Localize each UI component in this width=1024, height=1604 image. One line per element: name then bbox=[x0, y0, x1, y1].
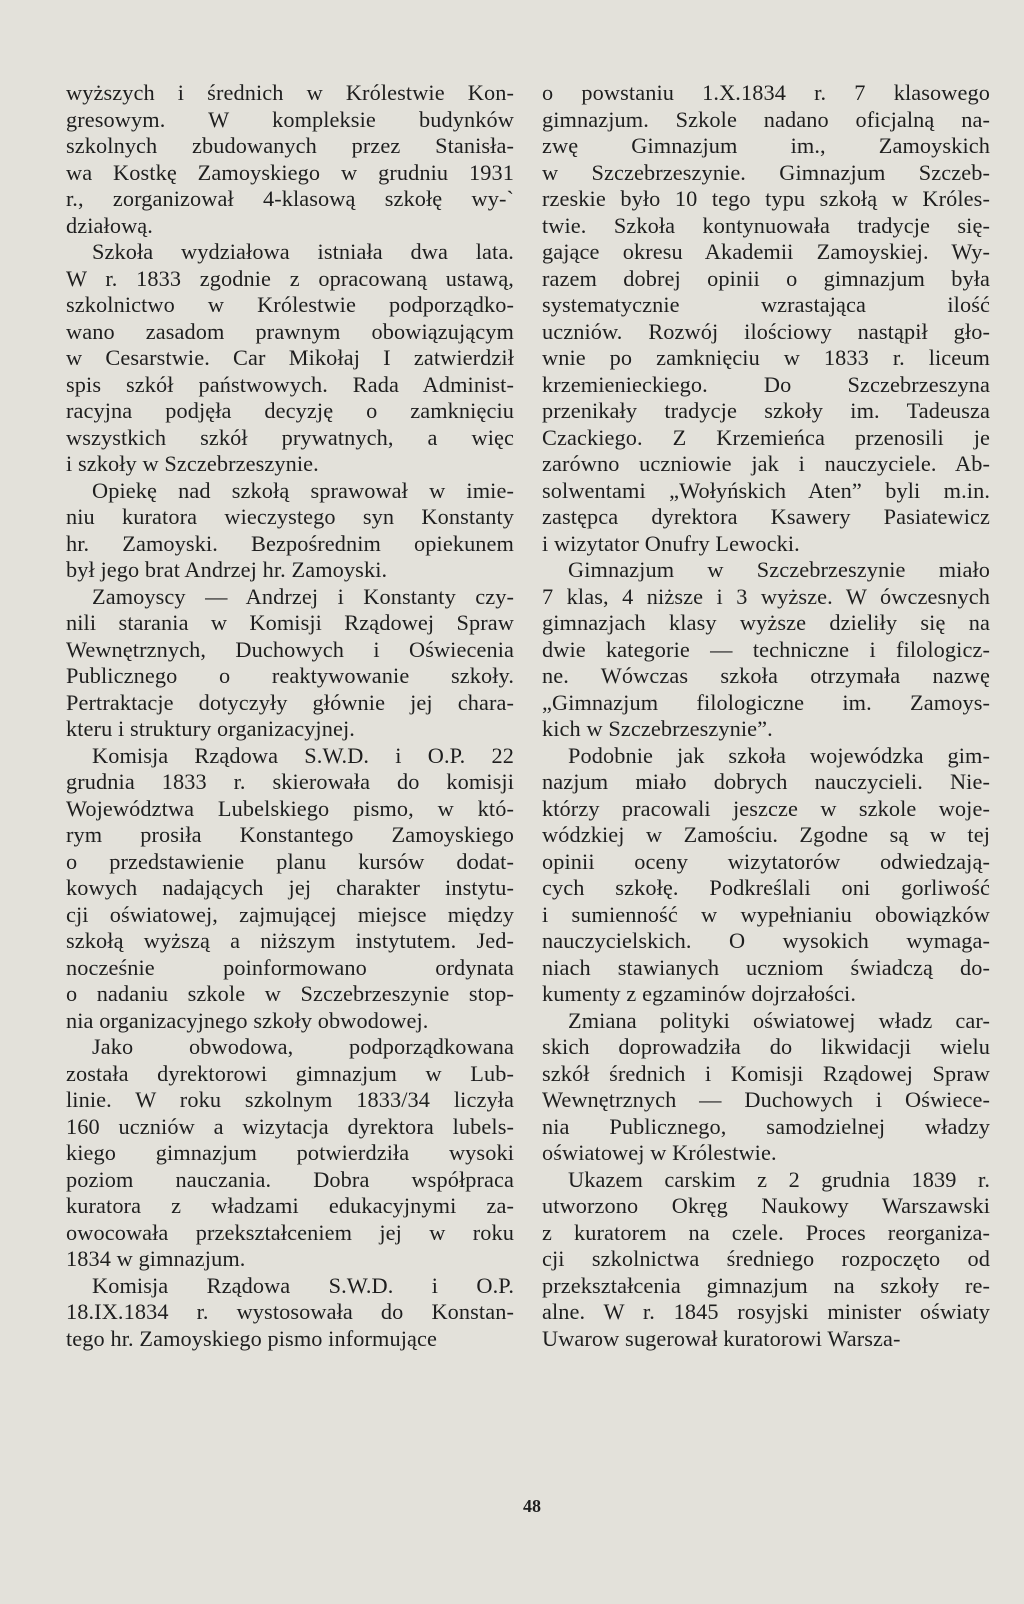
text-line: spis szkół państwowych. Rada Administ- bbox=[66, 371, 514, 397]
text-line: wszystkich szkół prywatnych, a więc bbox=[66, 424, 514, 450]
text-line: Podobnie jak szkoła wojewódzka gim- bbox=[568, 742, 990, 768]
text-line: cji oświatowej, zajmującej miejsce między bbox=[66, 901, 514, 927]
text-line: szkół średnich i Komisji Rządowej Spraw bbox=[542, 1060, 990, 1086]
text-line: nia Publicznego, samodzielnej władzy bbox=[542, 1113, 990, 1139]
text-line: gresowym. W kompleksie budynków bbox=[66, 106, 514, 132]
text-line: Zmiana polityki oświatowej władz car- bbox=[568, 1007, 990, 1033]
text-line: nauczycielskich. O wysokich wymaga- bbox=[542, 928, 990, 953]
text-line: kuratora z władzami edukacyjnymi za- bbox=[66, 1193, 514, 1218]
text-line: skich doprowadziła do likwidacji wielu bbox=[542, 1034, 990, 1059]
text-line: niach stawianych uczniom świadczą do- bbox=[542, 954, 990, 980]
text-line: i szkoły w Szczebrzeszynie. bbox=[66, 451, 319, 476]
text-line: w Cesarstwie. Car Mikołaj I zatwierdził bbox=[66, 345, 514, 370]
text-line: 7 klas, 4 niższe i 3 wyższe. W ówczesnych bbox=[542, 583, 990, 609]
text-line: o powstaniu 1.X.1834 r. 7 klasowego bbox=[542, 80, 990, 105]
text-line: W r. 1833 zgodnie z opracowaną ustawą, bbox=[66, 265, 514, 291]
text-line: 1834 w gimnazjum. bbox=[66, 1246, 246, 1271]
text-line: opinii oceny wizytatorów odwiedzają- bbox=[542, 848, 990, 874]
page-number: 48 bbox=[523, 1496, 541, 1516]
text-line: Czackiego. Z Krzemieńca przenosili je bbox=[542, 424, 990, 450]
text-line: rym prosiła Konstantego Zamoyskiego bbox=[66, 822, 514, 847]
text-line: racyjna podjęła decyzję o zamknięciu bbox=[66, 398, 514, 423]
text-line: niu kuratora wieczystego syn Konstanty bbox=[66, 504, 514, 529]
text-line: i wizytator Onufry Lewocki. bbox=[542, 530, 800, 556]
text-line: Wewnętrznych, Duchowych i Oświecenia bbox=[66, 636, 514, 662]
text-line: alne. W r. 1845 rosyjski minister oświaty bbox=[542, 1299, 990, 1324]
text-line: 18.IX.1834 r. wystosowała do Konstan- bbox=[66, 1299, 514, 1324]
text-line: uczniów. Rozwój ilościowy nastąpił gło- bbox=[542, 318, 990, 344]
right-text-column bbox=[542, 80, 990, 1352]
text-line: ne. Wówczas szkoła otrzymała nazwę bbox=[542, 663, 990, 688]
text-line: nili starania w Komisji Rządowej Spraw bbox=[66, 610, 514, 635]
text-line: wnie po zamknięciu w 1833 r. liceum bbox=[542, 345, 990, 370]
text-line: nocześnie poinformowano ordynata bbox=[66, 954, 514, 980]
text-line: wa Kostkę Zamoyskiego w grudniu 1931 bbox=[66, 159, 514, 185]
text-line: Ukazem carskim z 2 grudnia 1839 r. bbox=[568, 1166, 990, 1192]
text-line: gimnazjach klasy wyższe dzieliły się na bbox=[542, 610, 990, 635]
text-line: Publicznego o reaktywowanie szkoły. bbox=[66, 663, 514, 688]
text-line: Jako obwodowa, podporządkowana bbox=[92, 1034, 514, 1059]
text-line: Pertraktacje dotyczyły głównie jej chara- bbox=[66, 689, 514, 715]
text-line: oświatowej w Królestwie. bbox=[542, 1140, 777, 1165]
text-line: i sumienność w wypełnianiu obowiązków bbox=[542, 901, 990, 927]
text-line: kumenty z egzaminów dojrzałości. bbox=[542, 981, 857, 1006]
text-line: Komisja Rządowa S.W.D. i O.P. bbox=[92, 1272, 514, 1298]
text-line: Szkoła wydziałowa istniała dwa lata. bbox=[92, 239, 514, 264]
text-line: działową. bbox=[66, 212, 153, 238]
text-line: zwę Gimnazjum im., Zamoyskich bbox=[542, 133, 990, 158]
text-line: zarówno uczniowie jak i nauczyciele. Ab- bbox=[542, 451, 990, 476]
text-line: kowych nadających jej charakter instytu- bbox=[66, 875, 514, 900]
left-text-column bbox=[66, 80, 514, 1352]
text-line: krzemienieckiego. Do Szczebrzeszyna bbox=[542, 371, 990, 397]
text-line: dwie kategorie — techniczne i filologicz- bbox=[542, 636, 990, 662]
text-line: została dyrektorowi gimnazjum w Lub- bbox=[66, 1060, 514, 1086]
text-line: Województwa Lubelskiego pismo, w któ- bbox=[66, 795, 514, 821]
text-line: kich w Szczebrzeszynie”. bbox=[542, 716, 773, 741]
text-line: grudnia 1833 r. skierowała do komisji bbox=[66, 769, 514, 794]
text-line: gimnazjum. Szkole nadano oficjalną na- bbox=[542, 106, 990, 132]
text-line: utworzono Okręg Naukowy Warszawski bbox=[542, 1193, 990, 1218]
text-line: hr. Zamoyski. Bezpośrednim opiekunem bbox=[66, 530, 514, 556]
text-line: cji szkolnictwa średniego rozpoczęto od bbox=[542, 1246, 990, 1271]
text-line: gające okresu Akademii Zamoyskiej. Wy- bbox=[542, 239, 990, 264]
text-line: Gimnazjum w Szczebrzeszynie miało bbox=[568, 557, 990, 582]
text-line: z kuratorem na czele. Proces reorganiza- bbox=[542, 1219, 990, 1245]
text-line: o nadaniu szkole w Szczebrzeszynie stop- bbox=[66, 981, 514, 1006]
text-line: w Szczebrzeszynie. Gimnazjum Szczeb- bbox=[542, 159, 990, 185]
text-line: wano zasadom prawnym obowiązującym bbox=[66, 318, 514, 344]
text-line: rzeskie było 10 tego typu szkołą w Króles- bbox=[542, 186, 990, 211]
text-line: „Gimnazjum filologiczne im. Zamoys- bbox=[542, 689, 990, 715]
text-line: Uwarow sugerował kuratorowi Warsza- bbox=[542, 1325, 901, 1351]
text-line: poziom nauczania. Dobra współpraca bbox=[66, 1166, 514, 1192]
text-line: szkolnictwo w Królestwie podporządko- bbox=[66, 292, 514, 317]
text-line: razem dobrej opinii o gimnazjum była bbox=[542, 265, 990, 291]
text-line: o przedstawienie planu kursów dodat- bbox=[66, 848, 514, 874]
text-line: 160 uczniów a wizytacja dyrektora lubels- bbox=[66, 1113, 514, 1139]
text-line: twie. Szkoła kontynuowała tradycje się- bbox=[542, 212, 990, 238]
text-line: solwentami „Wołyńskich Aten” byli m.in. bbox=[542, 477, 990, 503]
text-line: Komisja Rządowa S.W.D. i O.P. 22 bbox=[92, 742, 514, 768]
text-line: zastępca dyrektora Ksawery Pasiatewicz bbox=[542, 504, 990, 529]
text-line: którzy pracowali jeszcze w szkole woje- bbox=[542, 795, 990, 821]
text-line: tego hr. Zamoyskiego pismo informujące bbox=[66, 1325, 438, 1351]
text-line: Opiekę nad szkołą sprawował w imie- bbox=[92, 477, 514, 503]
text-line: przekształcenia gimnazjum na szkoły re- bbox=[542, 1272, 990, 1298]
text-line: systematycznie wzrastająca ilość bbox=[542, 292, 990, 317]
text-line: był jego brat Andrzej hr. Zamoyski. bbox=[66, 557, 388, 582]
text-line: szkołą wyższą a niższym instytutem. Jed- bbox=[66, 928, 514, 953]
text-line: kteru i struktury organizacyjnej. bbox=[66, 716, 355, 741]
text-line: r., zorganizował 4-klasową szkołę wy-` bbox=[66, 186, 514, 211]
text-line: Zamoyscy — Andrzej i Konstanty czy- bbox=[92, 583, 514, 609]
text-line: cych szkołę. Podkreślali oni gorliwość bbox=[542, 875, 990, 900]
text-line: owocowała przekształceniem jej w roku bbox=[66, 1219, 514, 1245]
text-line: przenikały tradycje szkoły im. Tadeusza bbox=[542, 398, 990, 423]
text-line: Wewnętrznych — Duchowych i Oświece- bbox=[542, 1087, 990, 1112]
text-line: szkolnych zbudowanych przez Stanisła- bbox=[66, 133, 514, 158]
text-line: kiego gimnazjum potwierdziła wysoki bbox=[66, 1140, 514, 1165]
text-line: nazjum miało dobrych nauczycieli. Nie- bbox=[542, 769, 990, 794]
text-line: linie. W roku szkolnym 1833/34 liczyła bbox=[66, 1087, 514, 1112]
text-line: wódzkiej w Zamościu. Zgodne są w tej bbox=[542, 822, 990, 847]
text-line: nia organizacyjnego szkoły obwodowej. bbox=[66, 1007, 429, 1033]
text-line: wyższych i średnich w Królestwie Kon- bbox=[66, 80, 514, 105]
